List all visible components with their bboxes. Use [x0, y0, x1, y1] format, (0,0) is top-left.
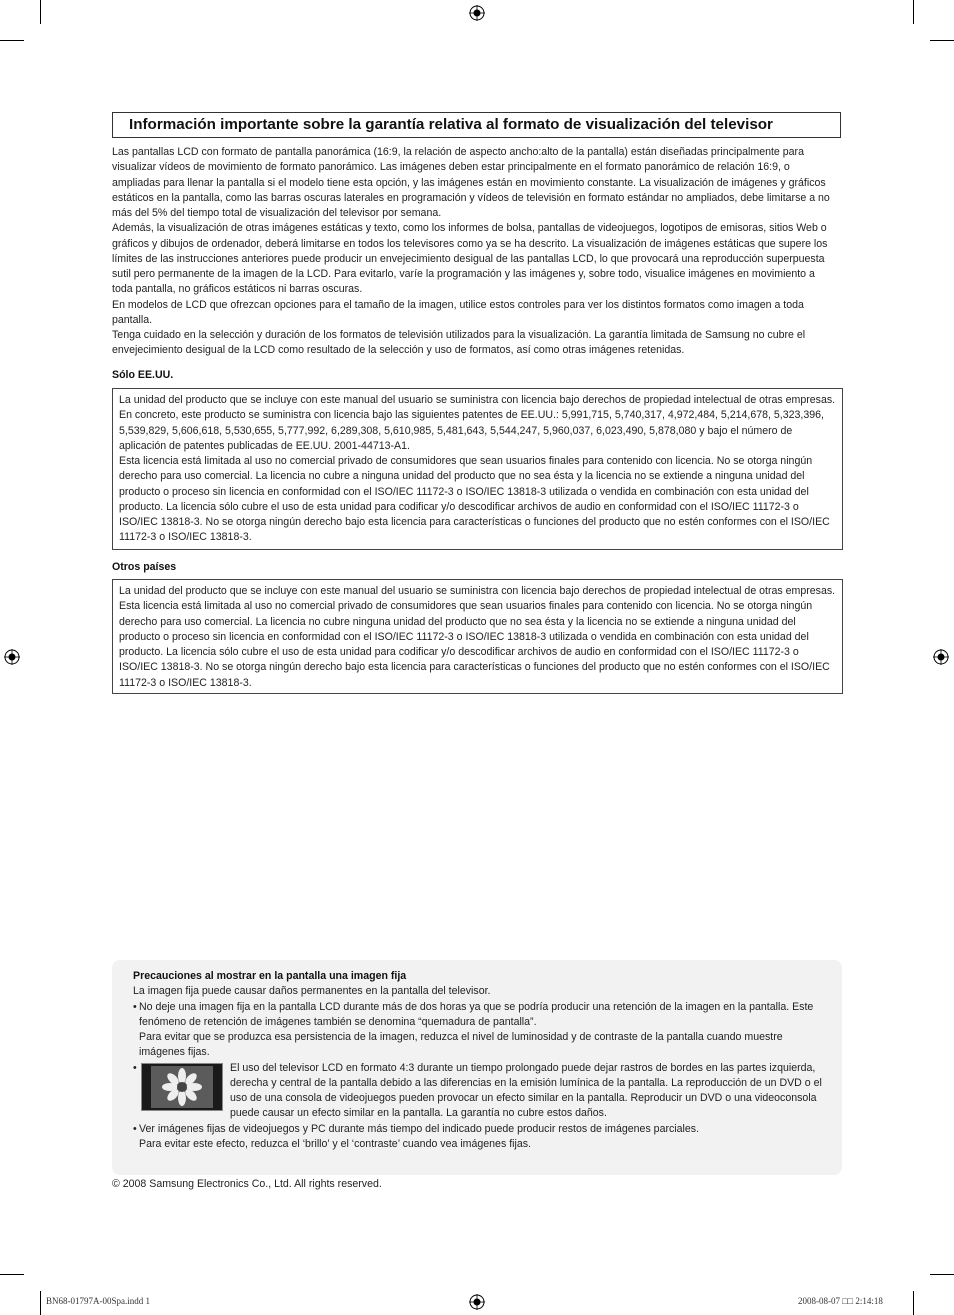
- precaution-text: Ver imágenes fijas de videojuegos y PC durante más tiempo del indicado puede producir restos de imágenes parciales.: [139, 1122, 700, 1135]
- crop-mark: [0, 40, 24, 41]
- usa-heading: Sólo EE.UU.: [112, 369, 174, 381]
- crop-mark: [930, 1274, 954, 1275]
- precaution-item: [133, 1061, 823, 1122]
- bullet-icon: •: [133, 1061, 137, 1074]
- crop-mark: [40, 1291, 41, 1315]
- tv-flower-image-icon: [141, 1063, 223, 1111]
- crop-mark: [930, 40, 954, 41]
- registration-mark-icon: [933, 649, 949, 665]
- precautions-title: Precauciones al mostrar en la pantalla una imagen fija: [133, 970, 407, 982]
- bullet-icon: •: [133, 1000, 137, 1013]
- copyright-text: © 2008 Samsung Electronics Co., Ltd. All rights reserved.: [112, 1178, 382, 1190]
- usa-license-paragraph: La unidad del producto que se incluye con este manual del usuario se suministra con licencia bajo derechos de propiedad intelectual de otras empresas. En concreto, este producto se suministra con licencia bajo las siguientes patentes de EE.UU.: 5,991,715, 5,740,317, 4,972,484, 5,214,678, 5,323,396, 5,539,829, 5,606,618, 5,530,655, 5,777,992, 6,289,308, 5,610,985, 5,481,643, 5,544,247, 5,960,037, 6,023,490, 5,878,080 y bajo el número de aplicación de patentes publicadas de EE.UU. 2001-44713-A1.: [119, 394, 836, 452]
- registration-mark-icon: [4, 649, 20, 665]
- crop-mark: [0, 1274, 24, 1275]
- footer-filename: BN68-01797A-00Spa.indd 1: [46, 1296, 150, 1306]
- warranty-body: [112, 145, 832, 359]
- page-title: Información importante sobre la garantía relativa al formato de visualización del televisor: [112, 112, 841, 138]
- bullet-icon: •: [133, 1122, 137, 1135]
- registration-mark-icon: [469, 1294, 485, 1310]
- other-license-box: [112, 579, 843, 694]
- body-paragraph: Además, la visualización de otras imágenes estáticas y texto, como los informes de bolsa, pantallas de videojuegos, logotipos de emisoras, sitios Web o gráficos y dibujos de ordenador, deberá limitarse en todos los televisores como ya se ha descrito. La visualización de imágenes estáticas que supere los límites de las instrucciones anteriores puede producir un envejecimiento desigual de las pantallas LCD, lo que provocará una reproducción superpuesta sutil pero permanente de la imagen de la LCD. Para evitarlo, varíe la programación y las imágenes y, sobre todo, visualice imágenes en movimiento a toda pantalla, no gráficos estáticos ni barras oscuras.: [112, 222, 828, 296]
- precautions-intro: La imagen fija puede causar daños permanentes en la pantalla del televisor.: [133, 985, 491, 998]
- precaution-item: [133, 1122, 823, 1153]
- precaution-text: Para evitar que se produzca esa persistencia de la imagen, reduzca el nivel de luminosidad y de contraste de la pantalla cuando muestre imágenes fijas.: [139, 1031, 783, 1059]
- crop-mark: [913, 0, 914, 24]
- registration-mark-icon: [469, 5, 485, 21]
- body-paragraph: En modelos de LCD que ofrezcan opciones para el tamaño de la imagen, utilice estos controles para ver los distintos formatos como imagen a toda pantalla.: [112, 298, 804, 326]
- precaution-text: No deje una imagen fija en la pantalla LCD durante más de dos horas ya que se podría producir una retención de la imagen en la pantalla. Este fenómeno de retención de imágenes también se denomina “quemadura de pantalla”.: [139, 1000, 814, 1028]
- precaution-item: [133, 1000, 823, 1061]
- precaution-text: El uso del televisor LCD en formato 4:3 durante un tiempo prolongado puede dejar rastros de bordes en las partes izquierda, derecha y central de la pantalla debido a las diferencias en la emisión lumínica de la pantalla. La reproducción de un DVD o el uso de una consola de videojuegos pueden provocar un efecto similar en la pantalla. Reproducir un DVD o una videoconsola puede causar un efecto similar en la pantalla. La garantía no cubre estos daños.: [230, 1061, 822, 1120]
- precautions-content: [133, 969, 823, 1152]
- body-paragraph: Las pantallas LCD con formato de pantalla panorámica (16:9, la relación de aspecto ancho:alto de la pantalla) están diseñadas principalmente para visualizar vídeos de movimiento de formato panorámico. Las imágenes deben estar principalmente en el formato panorámico de relación 16:9, o ampliadas para llenar la pantalla si el modelo tiene esta opción, y las imágenes están en movimiento constante. La visualización de imágenes y gráficos estáticos en la pantalla, como las barras oscuras laterales en programación y vídeos de televisión en formato estándar no ampliados, debe limitarse a no más del 5% del tiempo total de visualización del televisor por semana.: [112, 146, 830, 219]
- other-countries-heading: Otros países: [112, 561, 177, 573]
- crop-mark: [913, 1291, 914, 1315]
- other-license-paragraph: La unidad del producto que se incluye con este manual del usuario se suministra con licencia bajo derechos de propiedad intelectual de otras empresas. Esta licencia está limitada al uso no comercial privado de consumidores que sean usuarios finales para contenido con licencia. No se otorga ningún derecho para uso comercial. La licencia no cubre ninguna unidad del producto que no sea ésta y la licencia no se extiende a ninguna unidad del producto o proceso sin licencia en conformidad con el ISO/IEC 11172-3 o ISO/IEC 13818-3 utilizada o vendida en combinación con esta unidad del producto. La licencia sólo cubre el uso de esta unidad para codificar y/o descodificar archivos de audio en conformidad con el ISO/IEC 11172-3 o ISO/IEC 13818-3. No se otorga ningún derecho bajo esta licencia para características o funciones del producto que no estén conformes con el ISO/IEC 11172-3 o ISO/IEC 13818-3.: [119, 585, 836, 689]
- precaution-text: Para evitar este efecto, reduzca el ‘brillo’ y el ‘contraste’ cuando vea imágenes fijas.: [139, 1137, 531, 1150]
- tv-flower-image-icon: [142, 1064, 222, 1110]
- body-paragraph: Tenga cuidado en la selección y duración de los formatos de televisión utilizados para la visualización. La garantía limitada de Samsung no cubre el envejecimiento desigual de la LCD como resultado de la selección y uso de formatos, así como otras imágenes retenidas.: [112, 329, 806, 357]
- usa-license-paragraph: Esta licencia está limitada al uso no comercial privado de consumidores que sean usuarios finales para contenido con licencia. No se otorga ningún derecho para uso comercial. La licencia no cubre a ninguna unidad del producto que no sea ésta y la licencia no se extiende a ninguna unidad del producto o proceso sin licencia en conformidad con el ISO/IEC 11172-3 o ISO/IEC 13818-3 utilizada o vendida en combinación con esta unidad del producto. La licencia sólo cubre el uso de esta unidad para codificar y/o descodificar archivos de audio en conformidad con el ISO/IEC 11172-3 o ISO/IEC 13818-3. No se otorga ningún derecho bajo esta licencia para características o funciones del producto que no estén conformes con el ISO/IEC 11172-3 o ISO/IEC 13818-3.: [119, 455, 830, 544]
- footer-timestamp: 2008-08-07 □□ 2:14:18: [798, 1296, 883, 1306]
- precautions-box: [112, 960, 842, 1175]
- crop-mark: [40, 0, 41, 24]
- usa-license-box: [112, 388, 843, 550]
